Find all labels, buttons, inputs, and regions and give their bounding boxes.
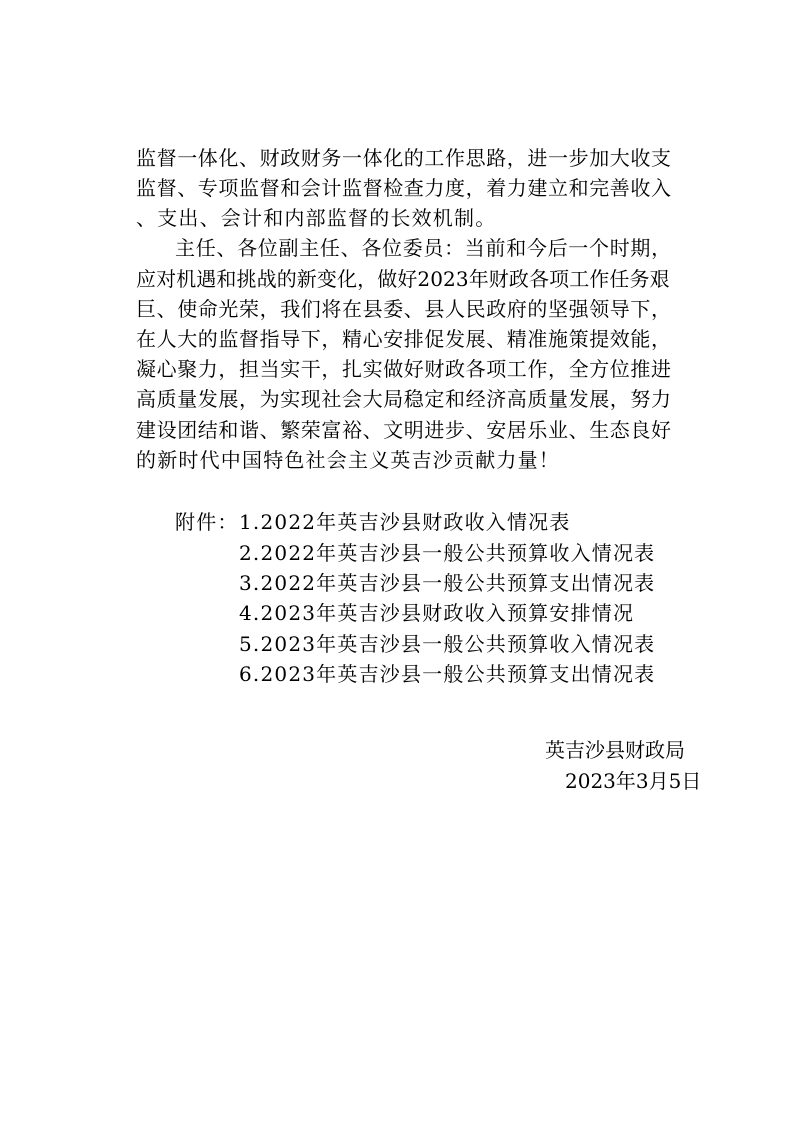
attachment-item: 1.2022年英吉沙县财政收入情况表 <box>239 510 571 534</box>
signature-date: 2023年3月5日 <box>565 769 702 793</box>
attachment-item: 4.2023年英吉沙县财政收入预算安排情况 <box>239 601 635 625</box>
attachment-item: 3.2022年英吉沙县一般公共预算支出情况表 <box>239 571 656 595</box>
paragraph-1-line-1: 监督一体化、财政财务一体化的工作思路，进一步加大收支 <box>136 146 672 170</box>
paragraph-2-line-7: 建设团结和谐、繁荣富裕、文明进步、安居乐业、生态良好 <box>136 418 672 442</box>
signature-org: 英吉沙县财政局 <box>545 738 685 762</box>
attachment-item: 5.2023年英吉沙县一般公共预算收入情况表 <box>239 632 656 656</box>
attachment-item: 2.2022年英吉沙县一般公共预算收入情况表 <box>239 541 656 565</box>
paragraph-2-line-3: 巨、使命光荣，我们将在县委、县人民政府的坚强领导下， <box>136 297 672 321</box>
paragraph-2-line-8: 的新时代中国特色社会主义英吉沙贡献力量！ <box>136 448 560 472</box>
paragraph-2-line-4: 在人大的监督指导下，精心安排促发展、精准施策提效能， <box>136 327 672 351</box>
paragraph-1-line-2: 监督、专项监督和会计监督检查力度，着力建立和完善收入 <box>136 176 672 200</box>
paragraph-2-line-1: 主任、各位副主任、各位委员：当前和今后一个时期， <box>175 236 672 260</box>
paragraph-2-line-5: 凝心聚力，担当实干，扎实做好财政各项工作，全方位推进 <box>136 357 672 381</box>
paragraph-1-line-3: 、支出、会计和内部监督的长效机制。 <box>136 206 497 230</box>
attachments-label: 附件： <box>175 510 239 534</box>
attachment-item: 6.2023年英吉沙县一般公共预算支出情况表 <box>239 662 656 686</box>
paragraph-2-line-2: 应对机遇和挑战的新变化，做好2023年财政各项工作任务艰 <box>136 267 670 291</box>
paragraph-2-line-6: 高质量发展，为实现社会大局稳定和经济高质量发展，努力 <box>136 387 672 411</box>
